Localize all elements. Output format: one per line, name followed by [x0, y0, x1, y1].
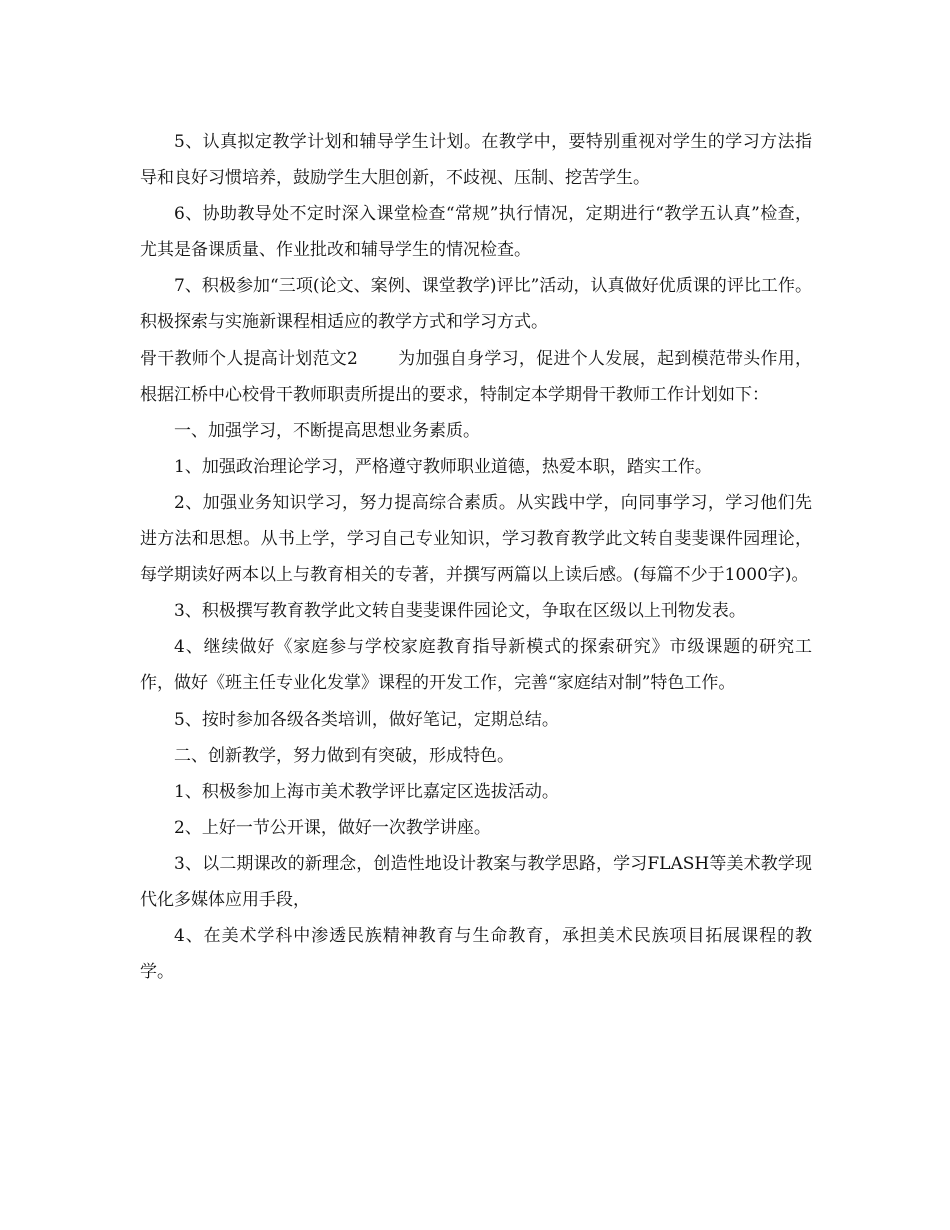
- paragraph: 5、按时参加各级各类培训，做好笔记，定期总结。: [174, 709, 559, 730]
- paragraph: 4、在美术学科中渗透民族精神教育与生命教育，承担美术民族项目拓展课程的教学。: [140, 926, 812, 983]
- paragraph: 一、加强学习，不断提高思想业务素质。: [174, 420, 480, 441]
- paragraph: 二、创新教学，努力做到有突破，形成特色。: [174, 745, 514, 766]
- paragraph: 2、加强业务知识学习，努力提高综合素质。从实践中学，向同事学习，学习他们先进方法和思想。从书上学，学习自己专业知识，学习教育教学此文转自斐斐课件园理论，每学期读好两本以上与教育相关的专著，并撰写两篇以上读后感。(每篇不少于1000字)。: [140, 492, 812, 586]
- paragraph: 1、加强政治理论学习，严格遵守教师职业道德，热爱本职，踏实工作。: [174, 456, 712, 477]
- section-heading-paragraph: [140, 341, 812, 413]
- section-intro-text: 为加强自身学习，促进个人发展，起到模范带头作用，根据江桥中心校骨干教师职责所提出的要求，特制定本学期骨干教师工作计划如下：: [140, 348, 812, 405]
- paragraph: 3、以二期课改的新理念，创造性地设计教案与教学思路，学习FLASH等美术教学现代化多媒体应用手段，: [140, 853, 812, 910]
- paragraph: 7、积极参加“三项(论文、案例、课堂教学)评比”活动，认真做好优质课的评比工作。积极探索与实施新课程相适应的教学方式和学习方式。: [140, 276, 812, 333]
- paragraph: 5、认真拟定教学计划和辅导学生计划。在教学中，要特别重视对学生的学习方法指导和良好习惯培养，鼓励学生大胆创新，不歧视、压制、挖苦学生。: [140, 132, 812, 189]
- section-heading: 骨干教师个人提高计划范文2: [140, 348, 358, 369]
- document-page: [140, 124, 812, 990]
- paragraph: 3、积极撰写教育教学此文转自斐斐课件园论文，争取在区级以上刊物发表。: [174, 601, 746, 622]
- paragraph: 1、积极参加上海市美术教学评比嘉定区选拔活动。: [174, 781, 559, 802]
- paragraph: 2、上好一节公开课，做好一次教学讲座。: [174, 817, 491, 838]
- paragraph: 4、继续做好《家庭参与学校家庭教育指导新模式的探索研究》市级课题的研究工作，做好《班主任专业化发掌》课程的开发工作，完善“家庭结对制”特色工作。: [140, 637, 812, 694]
- paragraph: 6、协助教导处不定时深入课堂检查“常规”执行情况，定期进行“教学五认真”检查，尤其是备课质量、作业批改和辅导学生的情况检查。: [140, 204, 812, 261]
